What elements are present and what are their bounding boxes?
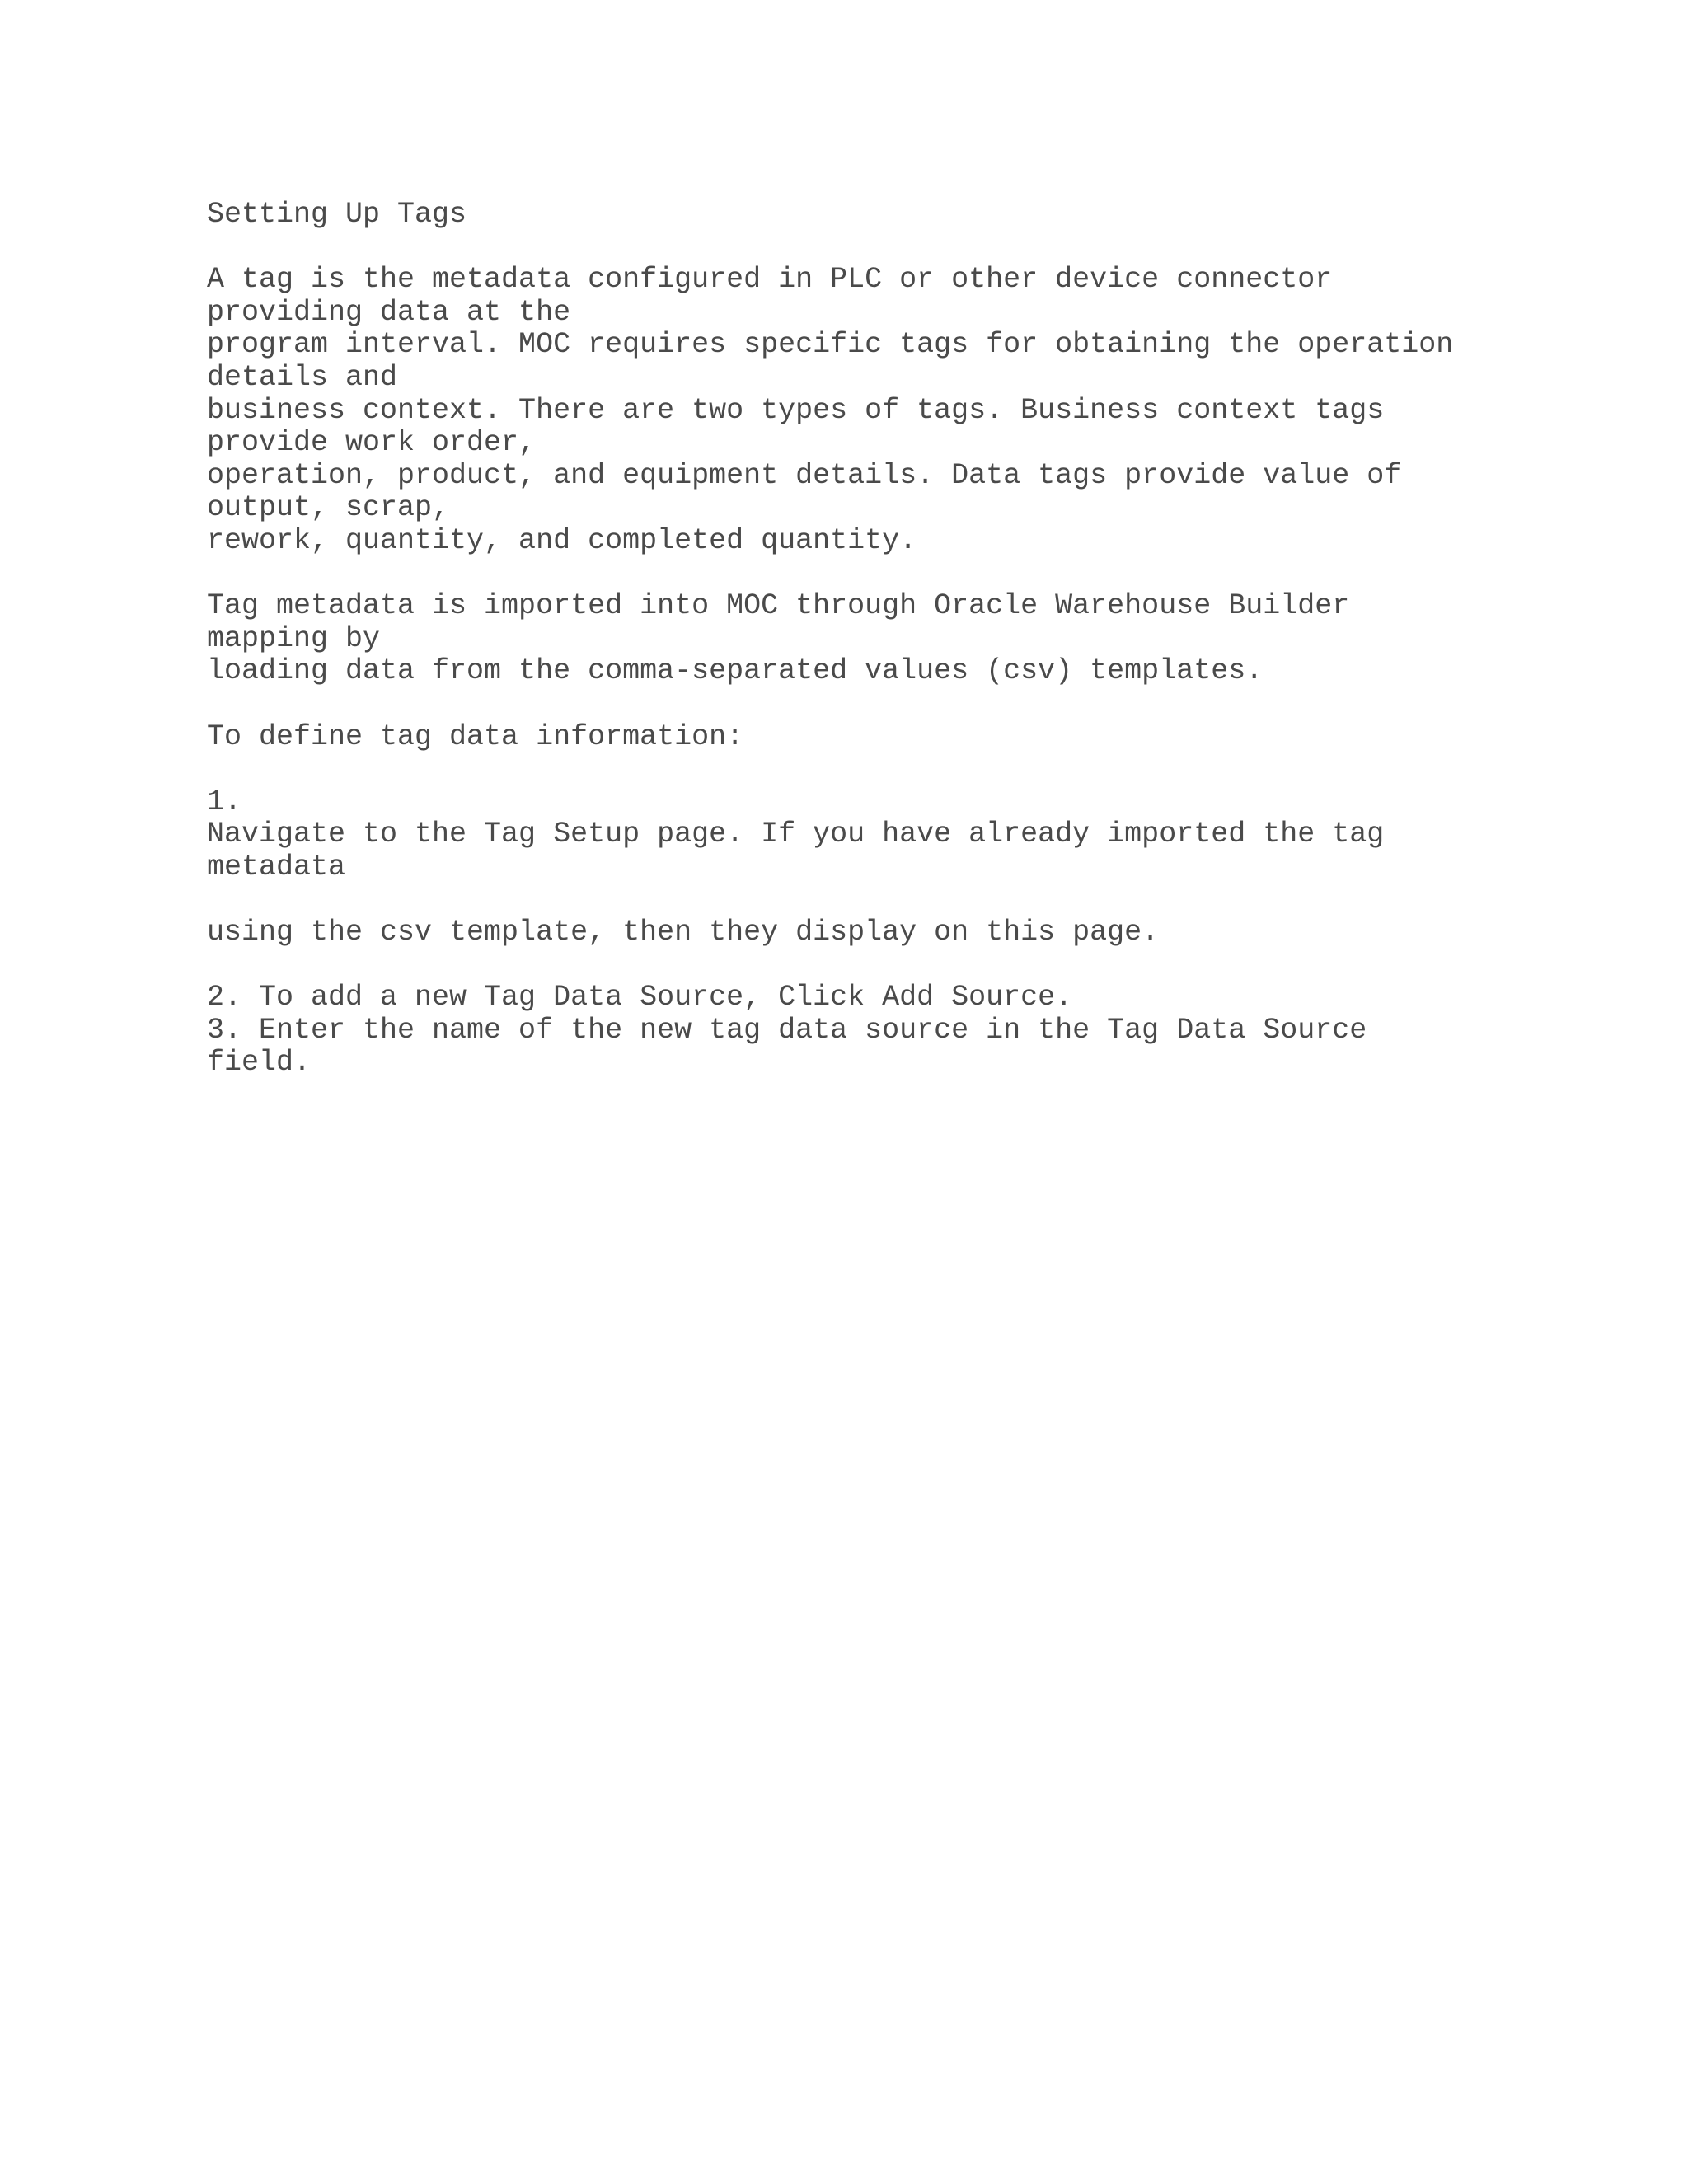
text-line: provide work order, [207, 426, 537, 460]
step-1 [207, 786, 1608, 949]
text-line: program interval. MOC requires specific tags for obtaining the operation [207, 328, 1454, 362]
text-line: A tag is the metadata configured in PLC or other device connector [207, 263, 1333, 297]
text-line: output, scrap, [207, 491, 450, 525]
step-number: 1. [207, 785, 242, 818]
spacer [207, 232, 1608, 265]
text-line: 3. Enter the name of the new tag data source in the Tag Data Source [207, 1013, 1367, 1047]
paragraph-tag-definition [207, 264, 1608, 557]
text-line: details and [207, 360, 398, 394]
text-line: rework, quantity, and completed quantity. [207, 523, 917, 557]
spacer [207, 949, 1608, 982]
text-line: Navigate to the Tag Setup page. If you have already imported the tag [207, 818, 1385, 851]
text-line: providing data at the [207, 295, 571, 329]
page-title: Setting Up Tags [207, 198, 467, 231]
procedure-intro: To define tag data information: [207, 719, 744, 753]
text-line: field. [207, 1046, 312, 1080]
paragraph-tag-import [207, 590, 1608, 688]
text-line: Tag metadata is imported into MOC through Oracle Warehouse Builder [207, 589, 1350, 623]
text-line: mapping by [207, 621, 381, 655]
text-line: operation, product, and equipment details. Data tags provide value of [207, 458, 1402, 492]
text-line: loading data from the comma-separated values (csv) templates. [207, 654, 1264, 688]
step-2: 2. To add a new Tag Data Source, Click Add Source. [207, 981, 1073, 1015]
spacer [207, 753, 1608, 786]
text-line: using the csv template, then they display on this page. [207, 916, 1160, 949]
document-body [207, 199, 1608, 1080]
spacer [207, 883, 1608, 916]
spacer [207, 558, 1608, 591]
text-line: metadata [207, 850, 346, 883]
text-line: business context. There are two types of tags. Business context tags [207, 393, 1385, 427]
spacer [207, 688, 1608, 721]
step-3 [207, 1015, 1608, 1080]
